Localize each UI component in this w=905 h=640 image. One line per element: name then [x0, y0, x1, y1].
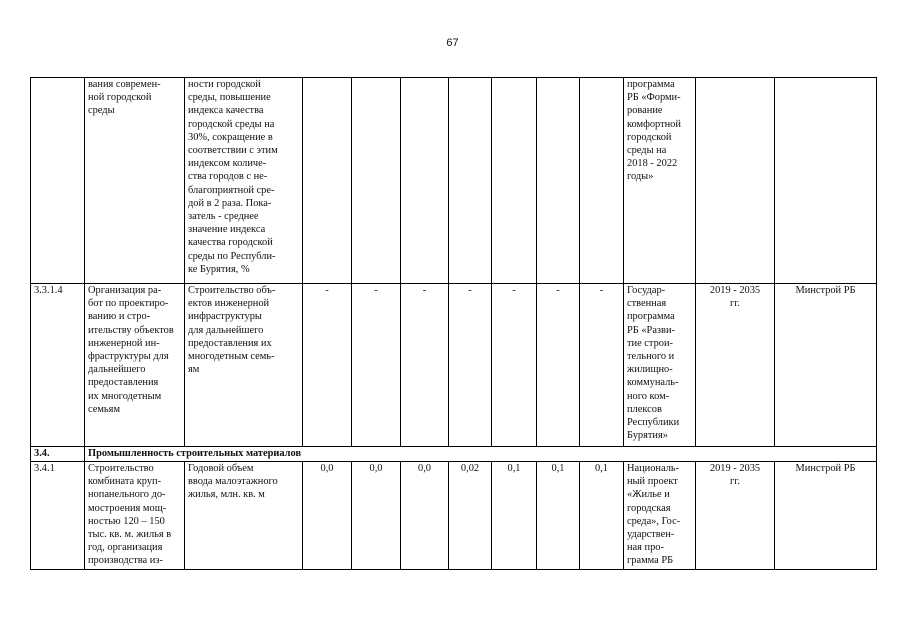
cell-indicator: ности городской среды, повышение индекса качества городской среды на 30%, сокращение в соответствии с этим индексом количе- ства городов с не- благоприятной сре- дой в 2 раза. Пока- затель - среднее значение индекса качества городской среды по Республи- ке Бурятия, % — [185, 78, 303, 284]
cell-value: - — [537, 284, 580, 447]
table-row — [31, 78, 877, 284]
cell-num: 3.3.1.4 — [31, 284, 85, 447]
cell-executor — [775, 78, 877, 284]
cell-value: 0,1 — [492, 462, 537, 570]
table-row — [31, 284, 877, 447]
cell-value: 0,1 — [580, 462, 624, 570]
cell-indicator: Строительство объ- ектов инженерной инфраструктуры для дальнейшего предоставления их многодетным семь- ям — [185, 284, 303, 447]
cell-value — [303, 78, 352, 284]
cell-value: - — [580, 284, 624, 447]
cell-num: 3.4.1 — [31, 462, 85, 570]
cell-measure-name: Строительство комбината круп- нопанельного до- мостроения мощ- ностью 120 – 150 тыс. кв. м. жилья в год, организация производства из- — [85, 462, 185, 570]
cell-measure-name: вания современ- ной городской среды — [85, 78, 185, 284]
cell-value — [401, 78, 449, 284]
cell-value: - — [449, 284, 492, 447]
cell-program: Государ- ственная программа РБ «Разви- тие строи- тельного и жилищно- коммуналь- ного ком- плексов Республики Бурятия» — [624, 284, 696, 447]
measures-table — [30, 77, 877, 570]
cell-executor: Минстрой РБ — [775, 462, 877, 570]
cell-period: 2019 - 2035 гг. — [696, 284, 775, 447]
cell-value — [352, 78, 401, 284]
cell-value: - — [401, 284, 449, 447]
cell-value: 0,0 — [401, 462, 449, 570]
cell-value: 0,0 — [352, 462, 401, 570]
cell-executor: Минстрой РБ — [775, 284, 877, 447]
cell-indicator: Годовой объем ввода малоэтажного жилья, млн. кв. м — [185, 462, 303, 570]
cell-value — [492, 78, 537, 284]
cell-value: 0,1 — [537, 462, 580, 570]
cell-period — [696, 78, 775, 284]
cell-period: 2019 - 2035 гг. — [696, 462, 775, 570]
cell-program: Националь- ный проект «Жилье и городская среда», Гос- ударствен- ная про- грамма РБ — [624, 462, 696, 570]
cell-value — [537, 78, 580, 284]
cell-value: - — [303, 284, 352, 447]
section-header-row — [31, 447, 877, 462]
page-number: 67 — [446, 37, 459, 49]
section-title: Промышленность строительных материалов — [85, 447, 877, 462]
cell-value: 0,0 — [303, 462, 352, 570]
section-number: 3.4. — [31, 447, 85, 462]
cell-value: - — [492, 284, 537, 447]
cell-num — [31, 78, 85, 284]
table-row — [31, 462, 877, 570]
cell-program: программа РБ «Форми- рование комфортной городской среды на 2018 - 2022 годы» — [624, 78, 696, 284]
cell-measure-name: Организация ра- бот по проектиро- ванию и стро- ительству объектов инженерной ин- фраструктуры для дальнейшего предоставления их многодетным семьям — [85, 284, 185, 447]
cell-value: 0,02 — [449, 462, 492, 570]
cell-value: - — [352, 284, 401, 447]
cell-value — [449, 78, 492, 284]
cell-value — [580, 78, 624, 284]
